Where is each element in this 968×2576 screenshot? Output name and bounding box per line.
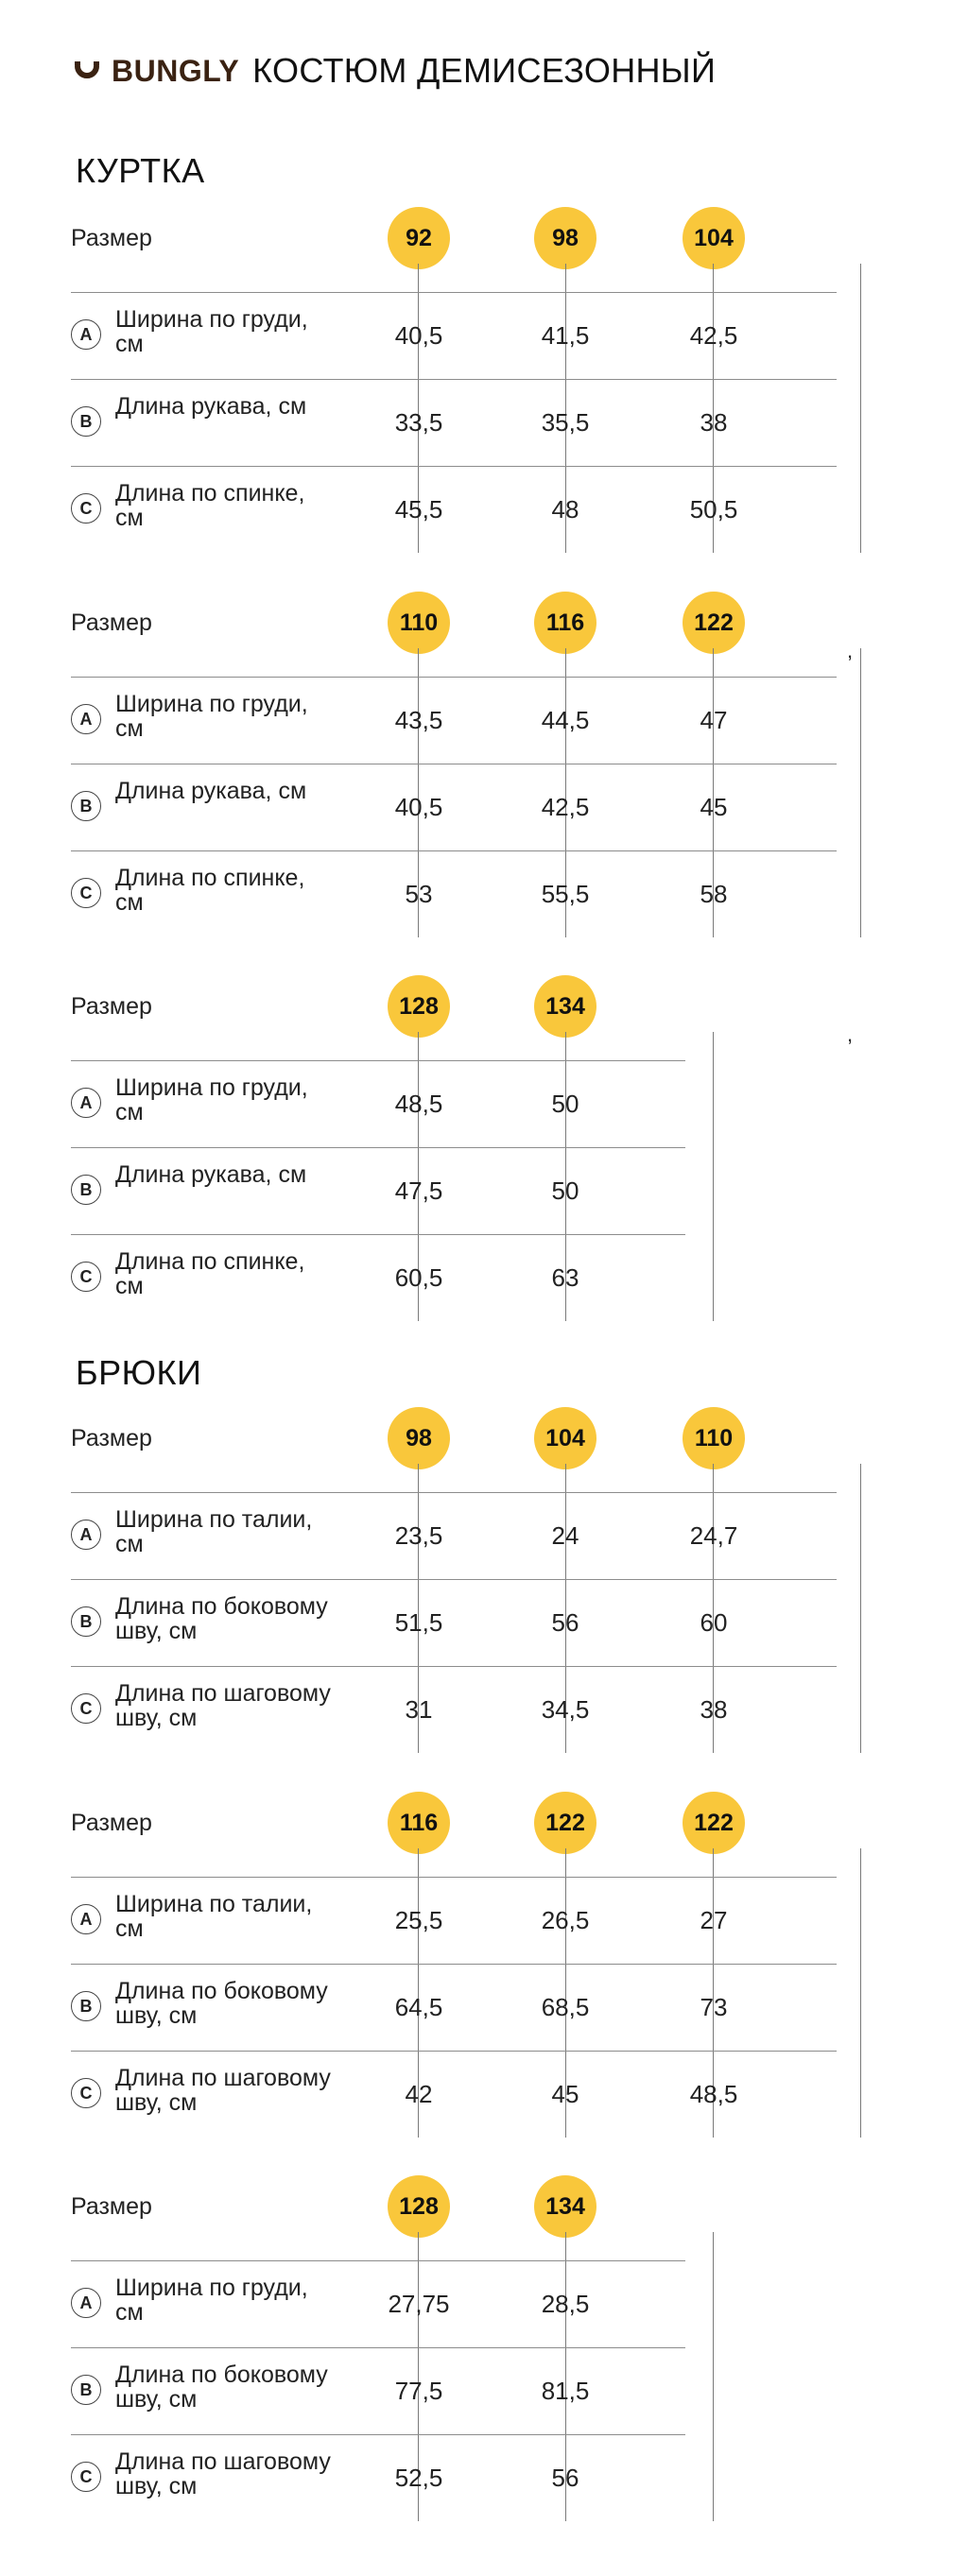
measurement-value: 38 bbox=[700, 1695, 728, 1724]
measurement-value: 38 bbox=[700, 408, 728, 437]
measurement-label: Ширина по груди, см bbox=[115, 691, 308, 742]
measurement-letter-badge: C bbox=[71, 2078, 101, 2108]
measurement-label: Длина по шаговому шву, см bbox=[115, 1680, 331, 1731]
measurement-label: Длина по шаговому шву, см bbox=[115, 2448, 331, 2499]
measurement-value: 52,5 bbox=[394, 2464, 443, 2492]
page-title: КОСТЮМ ДЕМИСЕЗОННЫЙ bbox=[252, 51, 717, 90]
measurement-value: 41,5 bbox=[541, 321, 590, 350]
measurement-value: 24,7 bbox=[689, 1521, 738, 1550]
measurement-value: 40,5 bbox=[394, 793, 443, 821]
measurement-value: 26,5 bbox=[541, 1906, 590, 1934]
measurement-label: Длина по спинке, см bbox=[115, 480, 305, 531]
stray-mark: , bbox=[847, 639, 854, 662]
measurement-letter-badge: C bbox=[71, 1693, 101, 1724]
measurement-row bbox=[71, 292, 837, 379]
measurement-value: 81,5 bbox=[541, 2377, 590, 2405]
measurement-label: Длина рукава, см bbox=[115, 778, 307, 804]
size-badge: 104 bbox=[534, 1407, 596, 1469]
measurement-row bbox=[71, 379, 837, 466]
column-divider bbox=[713, 1032, 714, 1321]
measurement-letter-badge: A bbox=[71, 704, 101, 734]
size-badge: 104 bbox=[683, 207, 745, 269]
measurement-letter-badge: A bbox=[71, 2288, 101, 2318]
measurement-value: 48,5 bbox=[689, 2080, 738, 2108]
measurement-row bbox=[71, 2260, 685, 2347]
measurement-value: 31 bbox=[405, 1695, 433, 1724]
size-badge: 134 bbox=[534, 975, 596, 1038]
measurement-value: 51,5 bbox=[394, 1608, 443, 1637]
measurement-letter-badge: A bbox=[71, 1520, 101, 1550]
measurement-value: 53 bbox=[405, 880, 433, 908]
measurement-label: Длина по спинке, см bbox=[115, 1248, 305, 1299]
measurement-value: 42,5 bbox=[541, 793, 590, 821]
measurement-letter-badge: C bbox=[71, 878, 101, 908]
measurement-label: Длина по спинке, см bbox=[115, 865, 305, 916]
section-title-pants: БРЮКИ bbox=[76, 1353, 202, 1392]
measurement-value: 43,5 bbox=[394, 706, 443, 734]
measurement-value: 28,5 bbox=[541, 2290, 590, 2318]
measurement-row bbox=[71, 466, 837, 553]
measurement-row bbox=[71, 850, 837, 937]
measurement-row bbox=[71, 2347, 685, 2434]
measurement-letter-badge: B bbox=[71, 1991, 101, 2021]
measurement-value: 60 bbox=[700, 1608, 728, 1637]
measurement-row bbox=[71, 1147, 685, 1234]
measurement-value: 64,5 bbox=[394, 1993, 443, 2021]
measurement-value: 68,5 bbox=[541, 1993, 590, 2021]
size-label: Размер bbox=[71, 225, 152, 251]
section-title-jacket: КУРТКА bbox=[76, 151, 205, 190]
measurement-row bbox=[71, 2434, 685, 2521]
measurement-label: Длина по боковому шву, см bbox=[115, 1978, 328, 2029]
size-badge: 122 bbox=[683, 592, 745, 654]
stray-mark: , bbox=[847, 1022, 854, 1046]
measurement-label: Длина рукава, см bbox=[115, 393, 307, 420]
measurement-value: 56 bbox=[551, 1608, 579, 1637]
measurement-value: 45,5 bbox=[394, 495, 443, 524]
size-badge: 128 bbox=[388, 2175, 450, 2238]
size-badge: 116 bbox=[388, 1792, 450, 1854]
measurement-row bbox=[71, 2051, 837, 2138]
measurement-row bbox=[71, 1234, 685, 1321]
size-label: Размер bbox=[71, 2193, 152, 2220]
measurement-letter-badge: A bbox=[71, 1904, 101, 1934]
measurement-value: 27,75 bbox=[388, 2290, 450, 2318]
size-label: Размер bbox=[71, 1425, 152, 1451]
measurement-value: 47,5 bbox=[394, 1176, 443, 1205]
measurement-label: Ширина по груди, см bbox=[115, 1074, 308, 1125]
measurement-row bbox=[71, 677, 837, 764]
measurement-letter-badge: B bbox=[71, 2375, 101, 2405]
size-badge: 134 bbox=[534, 2175, 596, 2238]
measurement-label: Длина рукава, см bbox=[115, 1161, 307, 1188]
size-badge: 116 bbox=[534, 592, 596, 654]
measurement-value: 42,5 bbox=[689, 321, 738, 350]
measurement-value: 48,5 bbox=[394, 1090, 443, 1118]
measurement-row bbox=[71, 1666, 837, 1753]
header bbox=[74, 49, 716, 93]
size-badge: 122 bbox=[683, 1792, 745, 1854]
size-badge: 110 bbox=[683, 1407, 745, 1469]
measurement-label: Длина по боковому шву, см bbox=[115, 1593, 328, 1644]
measurement-label: Длина по боковому шву, см bbox=[115, 2361, 328, 2413]
measurement-label: Ширина по талии, см bbox=[115, 1891, 313, 1942]
measurement-value: 24 bbox=[551, 1521, 579, 1550]
measurement-row bbox=[71, 1964, 837, 2051]
measurement-row bbox=[71, 1579, 837, 1666]
measurement-label: Длина по шаговому шву, см bbox=[115, 2065, 331, 2116]
measurement-value: 48 bbox=[551, 495, 579, 524]
measurement-value: 47 bbox=[700, 706, 728, 734]
measurement-row bbox=[71, 764, 837, 850]
size-label: Размер bbox=[71, 993, 152, 1020]
measurement-letter-badge: C bbox=[71, 1262, 101, 1292]
measurement-value: 27 bbox=[700, 1906, 728, 1934]
measurement-value: 34,5 bbox=[541, 1695, 590, 1724]
measurement-label: Ширина по талии, см bbox=[115, 1506, 313, 1557]
measurement-letter-badge: B bbox=[71, 1606, 101, 1637]
measurement-row bbox=[71, 1060, 685, 1147]
measurement-value: 60,5 bbox=[394, 1263, 443, 1292]
column-divider bbox=[713, 2232, 714, 2521]
measurement-value: 35,5 bbox=[541, 408, 590, 437]
column-divider bbox=[860, 264, 861, 553]
size-badge: 98 bbox=[388, 1407, 450, 1469]
size-label: Размер bbox=[71, 1810, 152, 1836]
size-badge: 98 bbox=[534, 207, 596, 269]
measurement-value: 45 bbox=[700, 793, 728, 821]
measurement-value: 42 bbox=[405, 2080, 433, 2108]
measurement-label: Ширина по груди, см bbox=[115, 306, 308, 357]
measurement-row bbox=[71, 1877, 837, 1964]
brand-name: BUNGLY bbox=[112, 53, 240, 88]
measurement-letter-badge: C bbox=[71, 493, 101, 524]
measurement-value: 77,5 bbox=[394, 2377, 443, 2405]
measurement-value: 40,5 bbox=[394, 321, 443, 350]
measurement-label: Ширина по груди, см bbox=[115, 2275, 308, 2326]
measurement-letter-badge: B bbox=[71, 406, 101, 437]
size-badge: 128 bbox=[388, 975, 450, 1038]
measurement-letter-badge: C bbox=[71, 2462, 101, 2492]
measurement-value: 25,5 bbox=[394, 1906, 443, 1934]
column-divider bbox=[860, 1848, 861, 2138]
measurement-letter-badge: A bbox=[71, 319, 101, 350]
measurement-letter-badge: B bbox=[71, 791, 101, 821]
measurement-value: 50 bbox=[551, 1176, 579, 1205]
column-divider bbox=[860, 1464, 861, 1753]
measurement-row bbox=[71, 1492, 837, 1579]
measurement-value: 56 bbox=[551, 2464, 579, 2492]
measurement-value: 45 bbox=[551, 2080, 579, 2108]
measurement-value: 23,5 bbox=[394, 1521, 443, 1550]
measurement-value: 50 bbox=[551, 1090, 579, 1118]
horseshoe-logo-icon bbox=[74, 58, 100, 84]
measurement-value: 33,5 bbox=[394, 408, 443, 437]
measurement-value: 73 bbox=[700, 1993, 728, 2021]
size-badge: 110 bbox=[388, 592, 450, 654]
column-divider bbox=[860, 648, 861, 937]
size-label: Размер bbox=[71, 610, 152, 636]
size-badge: 122 bbox=[534, 1792, 596, 1854]
measurement-letter-badge: A bbox=[71, 1088, 101, 1118]
measurement-value: 44,5 bbox=[541, 706, 590, 734]
measurement-letter-badge: B bbox=[71, 1175, 101, 1205]
measurement-value: 50,5 bbox=[689, 495, 738, 524]
measurement-value: 63 bbox=[551, 1263, 579, 1292]
measurement-value: 58 bbox=[700, 880, 728, 908]
size-badge: 92 bbox=[388, 207, 450, 269]
measurement-value: 55,5 bbox=[541, 880, 590, 908]
